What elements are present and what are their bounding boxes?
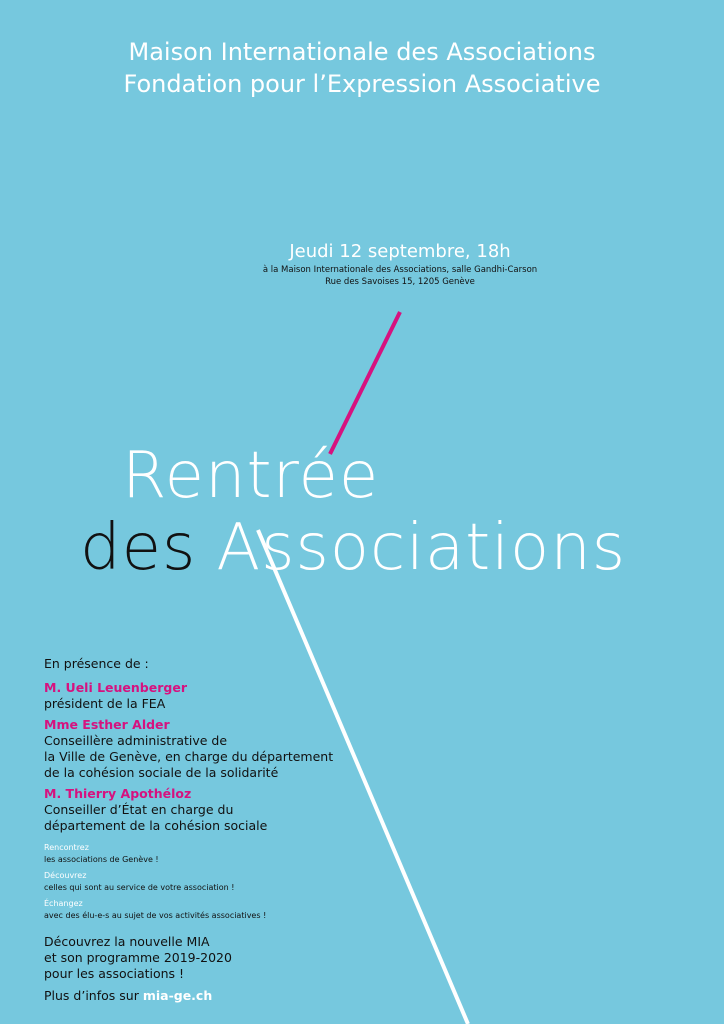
activity-heading: Échangez	[44, 899, 83, 908]
closing-line-3: pour les associations !	[44, 966, 185, 981]
closing-section	[44, 934, 344, 1004]
presence-intro: En présence de :	[44, 656, 149, 671]
header-line-2: Fondation pour l’Expression Associative	[123, 70, 601, 98]
title-des: des	[80, 511, 197, 585]
person-name: Mme Esther Alder	[44, 717, 170, 732]
closing-line-2: et son programme 2019-2020	[44, 950, 232, 965]
event-info	[200, 240, 600, 288]
person-role: Conseillère administrative de	[44, 733, 228, 748]
more-info-prefix: Plus d’infos sur	[44, 988, 139, 1003]
event-address: Rue des Savoises 15, 1205 Genève	[325, 277, 475, 287]
activity-text: les associations de Genève !	[44, 855, 159, 864]
activity-item	[44, 870, 344, 894]
person-role: Conseiller d’État en charge du	[44, 802, 234, 817]
title-associations: Associations	[216, 511, 627, 585]
person-role: département de la cohésion sociale	[44, 818, 268, 833]
person-entry	[44, 680, 374, 712]
person-role: la Ville de Genève, en charge du département	[44, 749, 334, 764]
magenta-line	[330, 312, 400, 454]
closing-line-1: Découvrez la nouvelle MIA	[44, 934, 210, 949]
person-entry	[44, 786, 374, 834]
person-entry	[44, 717, 374, 781]
header-line-1: Maison Internationale des Associations	[128, 38, 596, 66]
activities-list	[44, 842, 344, 926]
activity-heading: Découvrez	[44, 871, 87, 880]
more-info	[44, 988, 344, 1004]
person-role: de la cohésion sociale de la solidarité	[44, 765, 279, 780]
presence-section	[44, 656, 374, 839]
activity-text: avec des élu-e-s au sujet de vos activités associatives !	[44, 911, 267, 920]
event-date: Jeudi 12 septembre, 18h	[289, 241, 511, 262]
activity-item	[44, 898, 344, 922]
event-venue: à la Maison Internationale des Associations, salle Gandhi-Carson	[262, 265, 538, 275]
person-name: M. Ueli Leuenberger	[44, 680, 187, 695]
title-line-2	[80, 508, 626, 588]
person-name: M. Thierry Apothéloz	[44, 786, 192, 801]
title-line-1: Rentrée	[122, 439, 380, 513]
organization-header	[0, 36, 724, 100]
website-link[interactable]: mia-ge.ch	[142, 988, 213, 1003]
activity-heading: Rencontrez	[44, 843, 89, 852]
activity-item	[44, 842, 344, 866]
person-role: président de la FEA	[44, 696, 166, 711]
activity-text: celles qui sont au service de votre association !	[44, 883, 235, 892]
